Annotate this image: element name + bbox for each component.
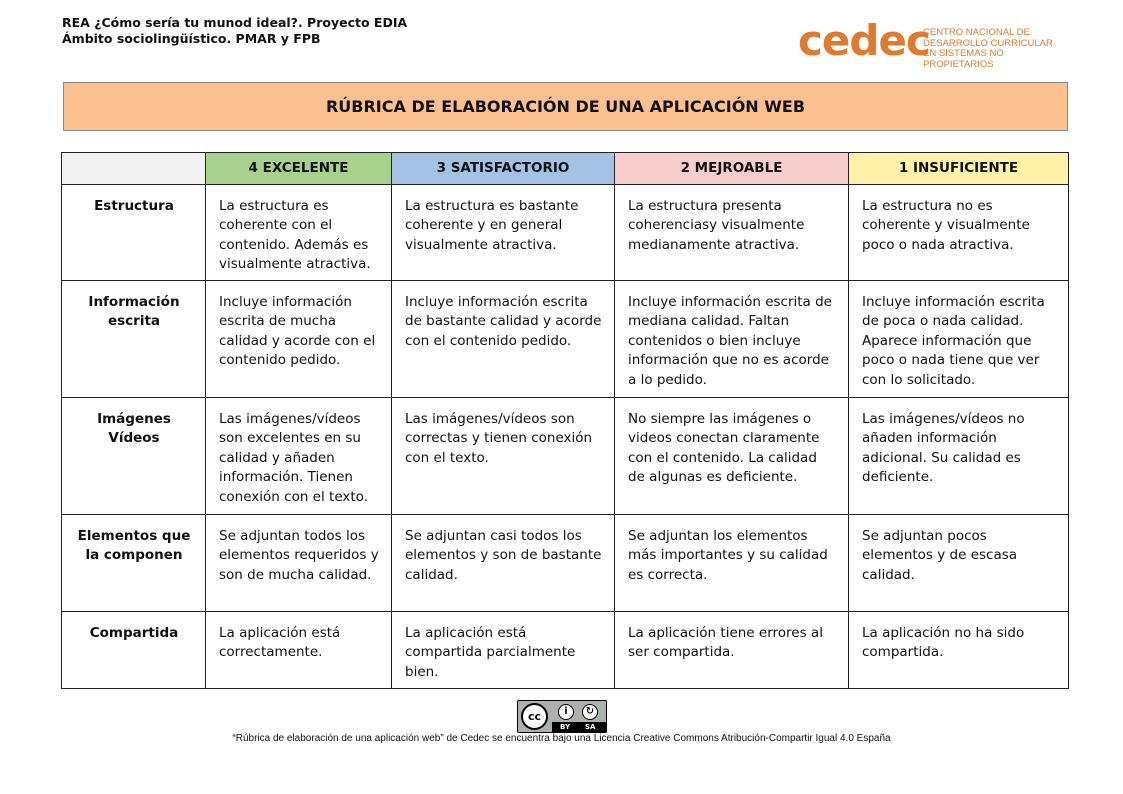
rubric-cell: Incluye información escrita de mucha calidad y acorde con el contenido pedido. [206,281,392,398]
column-header-satisfactorio: 3 SATISFACTORIO [392,153,615,185]
badge-sa-label: SA [585,723,596,731]
table-row [62,398,1069,515]
header-line-2: Ámbito sociolingüístico. PMAR y FPB [62,31,321,46]
rubric-cell: No siempre las imágenes o videos conectan claramente con el contenido. La calidad de algunas es deficiente. [615,398,849,515]
cc-icon: cc [521,703,548,730]
rubric-cell: La estructura es coherente con el contenido. Además es visualmente atractiva. [206,185,392,281]
creative-commons-badge[interactable] [517,700,607,733]
rubric-cell: Las imágenes/vídeos son excelentes en su calidad y añaden información. Tienen conexión con el texto. [206,398,392,515]
criterion-label: Imágenes Vídeos [62,398,206,515]
logo-wordmark: cedec [798,16,930,65]
rubric-cell: Incluye información escrita de poca o nada calidad. Aparece información que poco o nada tiene que ver con lo solicitado. [849,281,1069,398]
rubric-cell: La estructura presenta coherenciasy visualmente medianamente atractiva. [615,185,849,281]
table-header-row [62,153,1069,185]
rubric-table [61,152,1069,689]
column-header-excelente: 4 EXCELENTE [206,153,392,185]
rubric-cell: Las imágenes/vídeos no añaden información adicional. Su calidad es deficiente. [849,398,1069,515]
rubric-cell: La aplicación está correctamente. [206,612,392,689]
rubric-cell: Se adjuntan casi todos los elementos y son de bastante calidad. [392,515,615,612]
criterion-label: Compartida [62,612,206,689]
rubric-cell: La estructura es bastante coherente y en general visualmente atractiva. [392,185,615,281]
document-header [62,15,407,47]
rubric-cell: La estructura no es coherente y visualmente poco o nada atractiva. [849,185,1069,281]
attribution-icon: i [558,704,574,720]
rubric-cell: Incluye información escrita de mediana calidad. Faltan contenidos o bien incluye información que no es acorde a lo pedido. [615,281,849,398]
rubric-cell: Se adjuntan todos los elementos requeridos y son de mucha calidad. [206,515,392,612]
cedec-logo [798,16,1068,70]
column-header-mejorable: 2 MEJROABLE [615,153,849,185]
logo-subtitle-line-2: DESARROLLO CURRICULAR [923,37,1053,49]
header-line-1: REA ¿Cómo sería tu munod ideal?. Proyecto EDIA [62,15,408,30]
rubric-title: RÚBRICA DE ELABORACIÓN DE UNA APLICACIÓN WEB [63,82,1068,131]
rubric-cell: Las imágenes/vídeos son correctas y tienen conexión con el texto. [392,398,615,515]
logo-subtitle-line-1: CENTRO NACIONAL DE [923,27,1030,38]
badge-by-label: BY [560,723,571,731]
rubric-cell: La aplicación no ha sido compartida. [849,612,1069,689]
rubric-cell: La aplicación tiene errores al ser compartida. [615,612,849,689]
license-text: “Rúbrica de elaboración de una aplicación web” de Cedec se encuentra bajo una Licencia Creative Commons Atribución-Compartir Igual 4.0 España [232,733,891,744]
criterion-label: Estructura [62,185,206,281]
table-row [62,612,1069,689]
logo-subtitle-line-3: EN SISTEMAS NO PROPIETARIOS [923,48,1004,70]
share-alike-icon: ↻ [582,704,598,720]
rubric-cell: Se adjuntan los elementos más importantes y su calidad es correcta. [615,515,849,612]
criterion-label: Elementos que la componen [62,515,206,612]
criterion-label: Información escrita [62,281,206,398]
header-corner-cell [62,153,206,185]
rubric-cell: Se adjuntan pocos elementos y de escasa calidad. [849,515,1069,612]
table-row [62,185,1069,281]
table-row [62,515,1069,612]
rubric-cell: Incluye información escrita de bastante calidad y acorde con el contenido pedido. [392,281,615,398]
table-row [62,281,1069,398]
rubric-cell: La aplicación está compartida parcialmente bien. [392,612,615,689]
logo-subtitle [923,28,1068,70]
column-header-insuficiente: 1 INSUFICIENTE [849,153,1069,185]
